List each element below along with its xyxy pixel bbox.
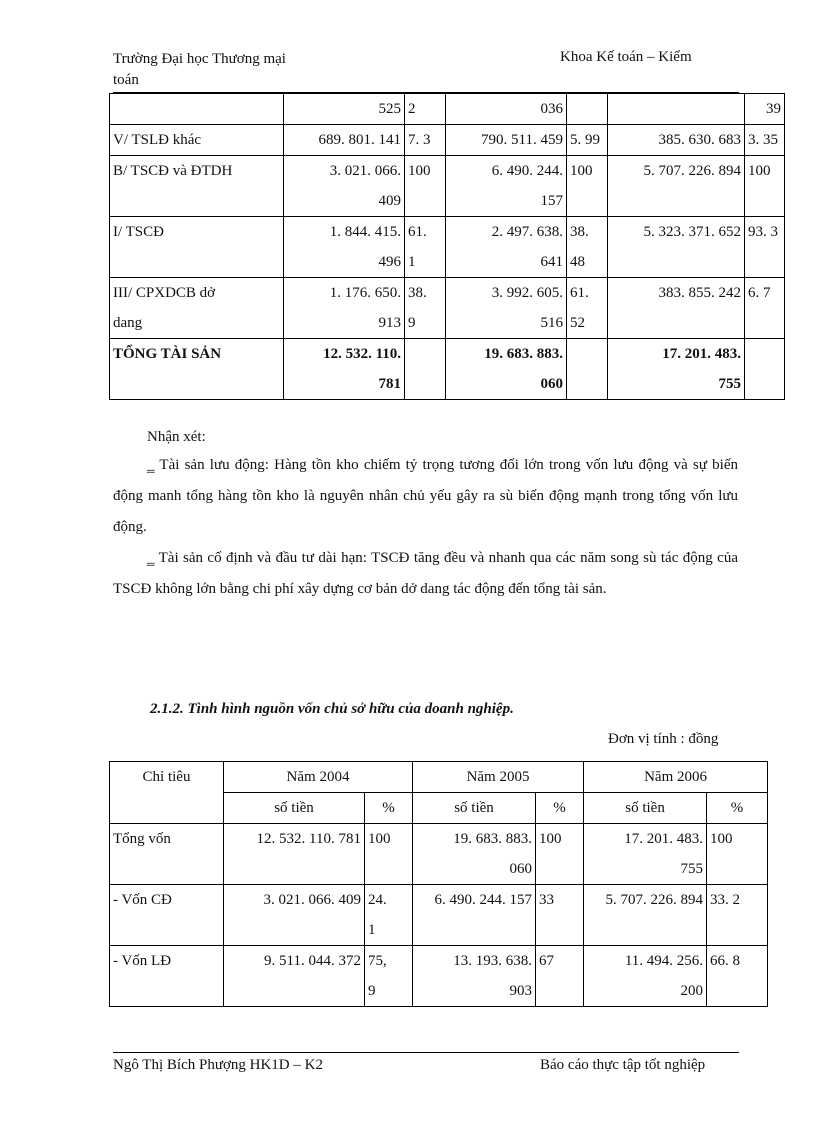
cell-label: B/ TSCĐ và ĐTDH — [110, 156, 284, 217]
cell-line: 409 — [378, 193, 401, 209]
cell-label — [110, 278, 284, 339]
cell-line: 1 — [408, 254, 416, 270]
cell-value — [284, 156, 405, 217]
cell-line: 19. 683. 883. — [453, 831, 533, 847]
cell-pct: 100 — [745, 156, 785, 217]
cell-value — [446, 156, 567, 217]
cell-pct — [567, 278, 608, 339]
cell-amount: 12. 532. 110. 781 — [224, 824, 365, 885]
footer-rule — [113, 1052, 739, 1053]
cell-label: - Vốn LĐ — [110, 946, 224, 1007]
cell-line: 6. 490. 244. — [491, 163, 563, 179]
cell-line: 755 — [718, 376, 741, 392]
cell-pct: 33. 2 — [707, 885, 768, 946]
header-amount: số tiền — [413, 793, 536, 824]
cell-line: 516 — [540, 315, 563, 331]
cell-value: 689. 801. 141 — [284, 125, 405, 156]
cell-pct: 100 — [567, 156, 608, 217]
cell-line: 641 — [540, 254, 563, 270]
table-row — [110, 278, 785, 339]
comment-title: Nhận xét: — [147, 429, 206, 445]
cell-pct: 100 — [405, 156, 446, 217]
cell-pct — [567, 217, 608, 278]
cell-pct: 100 — [707, 824, 768, 885]
cell-value: 383. 855. 242 — [608, 278, 745, 339]
cell-line: 3. 021. 066. — [329, 163, 401, 179]
cell-value — [446, 217, 567, 278]
cell-amount — [413, 946, 536, 1007]
cell-pct: 39 — [745, 94, 785, 125]
cell-value: 385. 630. 683 — [608, 125, 745, 156]
cell-amount — [413, 824, 536, 885]
comment-paragraph-1: ‗ Tài sản lưu động: Hàng tồn kho chiếm tỷ trọng tương đối lớn trong vốn lưu động và sự biến động manh tổng hàng tồn kho là nguyên nhân chủ yếu gây ra sù biến động mạnh trong tổng vốn lưu động. — [113, 457, 738, 535]
asset-table — [109, 93, 785, 400]
cell-value: 5. 323. 371. 652 — [608, 217, 745, 278]
cell-label: V/ TSLĐ khác — [110, 125, 284, 156]
cell-line: 75, — [368, 953, 387, 969]
cell-value — [446, 339, 567, 400]
cell-line: 1. 844. 415. — [329, 224, 401, 240]
cell-line: 11. 494. 256. — [624, 953, 704, 969]
cell-pct — [405, 217, 446, 278]
table-row — [110, 217, 785, 278]
header-indicator: Chỉ tiêu — [110, 762, 224, 824]
cell-line: 1. 176. 650. — [329, 285, 401, 301]
cell-value — [284, 278, 405, 339]
cell-amount: 5. 707. 226. 894 — [584, 885, 707, 946]
cell-pct — [745, 339, 785, 400]
cell-line: 9 — [408, 315, 416, 331]
cell-line: dang — [113, 315, 143, 331]
cell-label: I/ TSCĐ — [110, 217, 284, 278]
cell-line: 9 — [368, 983, 376, 999]
cell-line: 903 — [509, 983, 533, 999]
cell-label: - Vốn CĐ — [110, 885, 224, 946]
cell-value: 036 — [446, 94, 567, 125]
cell-line: 12. 532. 110. — [323, 346, 401, 362]
cell-line: 060 — [509, 861, 533, 877]
header-school — [113, 49, 286, 91]
cell-amount: 3. 021. 066. 409 — [224, 885, 365, 946]
header-amount: số tiền — [584, 793, 707, 824]
cell-line: 781 — [378, 376, 401, 392]
cell-line: 48 — [570, 254, 585, 270]
cell-line: 19. 683. 883. — [484, 346, 563, 362]
header-school-line2: toán — [113, 72, 139, 88]
header-year-2005: Năm 2005 — [413, 762, 584, 793]
table-row — [110, 885, 768, 946]
cell-value — [608, 339, 745, 400]
table-row — [110, 156, 785, 217]
section-title: 2.1.2. Tình hình nguồn vốn chủ sở hữu của doanh nghiệp. — [150, 701, 514, 717]
cell-line: 157 — [540, 193, 563, 209]
cell-value: 525 — [284, 94, 405, 125]
cell-line: 61. — [408, 224, 427, 240]
cell-pct — [405, 339, 446, 400]
header-year-2004: Năm 2004 — [224, 762, 413, 793]
cell-line: 52 — [570, 315, 585, 331]
header-faculty: Khoa Kế toán – Kiểm — [560, 49, 692, 65]
table-row — [110, 125, 785, 156]
cell-line: III/ CPXDCB dở — [113, 285, 216, 301]
header-amount: số tiền — [224, 793, 365, 824]
cell-label: TỔNG TÀI SẢN — [110, 339, 284, 400]
cell-pct: 66. 8 — [707, 946, 768, 1007]
cell-line: 060 — [540, 376, 563, 392]
table-row — [110, 946, 768, 1007]
table-row-total — [110, 339, 785, 400]
cell-line: 13. 193. 638. — [453, 953, 533, 969]
cell-pct: 7. 3 — [405, 125, 446, 156]
cell-pct: 3. 35 — [745, 125, 785, 156]
table-row — [110, 824, 768, 885]
cell-line: 2. 497. 638. — [491, 224, 563, 240]
cell-line: 17. 201. 483. — [624, 831, 704, 847]
cell-value: 5. 707. 226. 894 — [608, 156, 745, 217]
header-pct: % — [365, 793, 413, 824]
cell-pct: 100 — [365, 824, 413, 885]
cell-line: 200 — [680, 983, 704, 999]
equity-table — [109, 761, 768, 1007]
cell-amount: 9. 511. 044. 372 — [224, 946, 365, 1007]
header-pct: % — [707, 793, 768, 824]
cell-pct — [405, 278, 446, 339]
cell-line: 38. — [408, 285, 427, 301]
header-pct: % — [536, 793, 584, 824]
cell-value: 790. 511. 459 — [446, 125, 567, 156]
cell-line: 61. — [570, 285, 589, 301]
cell-line: 24. — [368, 892, 387, 908]
cell-pct — [365, 946, 413, 1007]
cell-line: 17. 201. 483. — [662, 346, 741, 362]
cell-value — [446, 278, 567, 339]
cell-pct — [567, 94, 608, 125]
cell-pct: 67 — [536, 946, 584, 1007]
header-school-line1: Trường Đại học Thương mại — [113, 51, 286, 67]
unit-label: Đơn vị tính : đồng — [608, 731, 719, 747]
cell-pct: 2 — [405, 94, 446, 125]
cell-pct: 6. 7 — [745, 278, 785, 339]
cell-pct: 5. 99 — [567, 125, 608, 156]
cell-label: Tổng vốn — [110, 824, 224, 885]
cell-amount — [584, 946, 707, 1007]
cell-value — [284, 217, 405, 278]
cell-pct: 93. 3 — [745, 217, 785, 278]
cell-label — [110, 94, 284, 125]
cell-line: 3. 992. 605. — [491, 285, 563, 301]
footer-author: Ngô Thị Bích Phượng HK1D – K2 — [113, 1057, 323, 1073]
cell-line: 755 — [680, 861, 704, 877]
cell-amount — [584, 824, 707, 885]
footer-report-title: Báo cáo thực tập tốt nghiệp — [540, 1057, 706, 1073]
cell-value — [608, 94, 745, 125]
cell-line: 1 — [368, 922, 376, 938]
cell-pct — [365, 885, 413, 946]
cell-pct: 100 — [536, 824, 584, 885]
cell-line: 496 — [378, 254, 401, 270]
cell-amount: 6. 490. 244. 157 — [413, 885, 536, 946]
header-year-2006: Năm 2006 — [584, 762, 768, 793]
table-row — [110, 94, 785, 125]
comment-paragraph-2: ‗ Tài sản cố định và đầu tư dài hạn: TSCĐ tăng đều và nhanh qua các năm song sù tác động của TSCĐ không lớn bằng chi phí xây dựng cơ bản dở dang tác động đến tổng tài sản. — [113, 550, 738, 597]
cell-pct: 33 — [536, 885, 584, 946]
cell-line: 913 — [378, 315, 401, 331]
cell-pct — [567, 339, 608, 400]
table-header-row — [110, 762, 768, 793]
cell-value — [284, 339, 405, 400]
cell-line: 38. — [570, 224, 589, 240]
